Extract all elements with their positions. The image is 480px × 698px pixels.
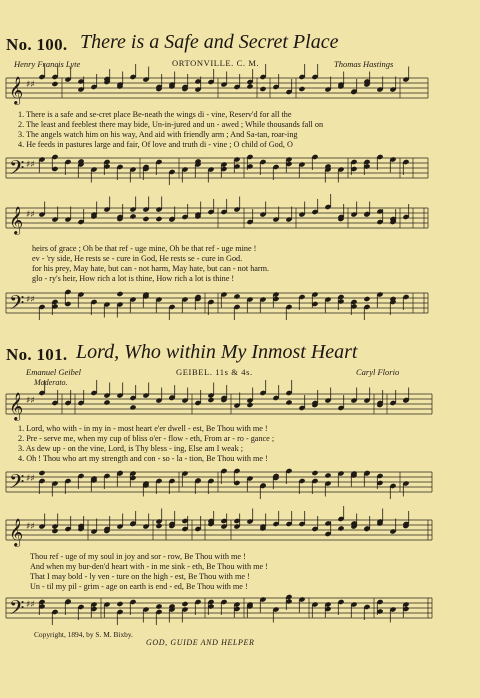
- note-head: [181, 601, 188, 607]
- verse-line: Thou ref - uge of my soul in joy and sor - row, Be Thou with me !: [30, 552, 246, 561]
- treble-staff: [0, 68, 480, 110]
- note-head: [298, 86, 305, 92]
- lyricist-credit: Emanuel Geibel: [26, 367, 81, 377]
- tempo-marking: Moderato.: [34, 378, 68, 387]
- note-head: [129, 404, 136, 410]
- verse-line: ev - 'ry side, He rests se - cure in God, He rests se - cure in God.: [32, 254, 243, 263]
- lyricist-credit: Henry Francis Lyte: [14, 59, 81, 69]
- note-head: [38, 470, 45, 476]
- note-head: [285, 399, 292, 405]
- key-signature-icon: ♯♯: [26, 522, 35, 532]
- note-head: [116, 291, 123, 297]
- note-head: [246, 83, 253, 89]
- key-signature-icon: ♯♯: [26, 160, 35, 170]
- composer-credit: Caryl Florio: [356, 367, 400, 377]
- bass-clef-icon: 𝄢: [9, 596, 25, 624]
- hymn-number: No. 100.: [6, 35, 68, 54]
- bass-staff: [0, 588, 480, 630]
- tune-name: ORTONVILLE. C. M.: [172, 58, 260, 68]
- verse-line: 1. There is a safe and se-cret place Be-neath the wings di - vine, Reserv'd for all the: [18, 110, 292, 119]
- verse-line: 4. Oh ! Thou who art my strength and con - so - la - tion, Be Thou with me !: [18, 454, 268, 463]
- verse-line: glo - ry's heir, How rich a lot is thine, How rich a lot is thine !: [32, 274, 235, 283]
- verse-line: 3. The angels watch him on his way, And aid with friendly arm ; And Sa-tan, roar-ing: [18, 130, 298, 139]
- note-head: [207, 397, 214, 403]
- bass-clef-icon: 𝄢: [9, 291, 25, 319]
- bass-staff: [0, 283, 480, 325]
- note-head: [246, 402, 253, 408]
- key-signature-icon: ♯♯: [26, 396, 35, 406]
- treble-clef-icon: 𝄞: [9, 206, 24, 234]
- note-head: [155, 216, 162, 222]
- note-head: [103, 399, 110, 405]
- treble-staff: [0, 510, 480, 552]
- verse-line: 2. Pre - serve me, when my cup of bliss o'er - flow - eth, From ar - ro - gance ;: [18, 434, 275, 443]
- topic-heading: GOD, GUIDE AND HELPER: [146, 638, 255, 647]
- treble-staff: [0, 198, 480, 240]
- bass-staff: [0, 462, 480, 504]
- tune-name: GEIBEL. 11s & 4s.: [176, 367, 253, 377]
- note-head: [116, 601, 123, 607]
- note-head: [324, 472, 331, 478]
- note-head: [311, 470, 318, 476]
- bass-clef-icon: 𝄢: [9, 156, 25, 184]
- key-signature-icon: ♯♯: [26, 600, 35, 610]
- note-head: [337, 525, 344, 531]
- treble-clef-icon: 𝄞: [9, 392, 24, 420]
- note-head: [259, 86, 266, 92]
- verse-line: 2. The least and feeblest there may bide, Un-in-jured and un - awed ; While thousands fall on: [18, 120, 324, 129]
- verse-line: 3. As dew up - on the vine, Lord, is Thy bless - ing, Else am I weak ;: [18, 444, 243, 453]
- treble-clef-icon: 𝄞: [9, 518, 24, 546]
- note-head: [233, 293, 240, 299]
- copyright-notice: Copyright, 1894, by S. M. Bixby.: [34, 630, 133, 639]
- key-signature-icon: ♯♯: [26, 80, 35, 90]
- note-head: [51, 81, 58, 87]
- composer-credit: Thomas Hastings: [334, 59, 394, 69]
- verse-line: for his prey, May hate, but can - not harm, May hate, but can - not harm.: [32, 264, 270, 273]
- note-head: [129, 213, 136, 219]
- note-head: [363, 296, 370, 302]
- key-signature-icon: ♯♯: [26, 295, 35, 305]
- verse-line: heirs of grace ; Oh be that ref - uge mine, Oh be that ref - uge mine !: [32, 244, 257, 253]
- verse-line: Un - til my pil - grim - age on earth is end - ed, Be Thou with me !: [30, 582, 248, 591]
- hymn-number: No. 101.: [6, 345, 68, 364]
- verse-line: And when my bur-den'd heart with - in me sink - eth, Be Thou with me !: [30, 562, 268, 571]
- note-head: [142, 216, 149, 222]
- note-head: [155, 603, 162, 609]
- hymn-title: Lord, Who within My Inmost Heart: [76, 341, 358, 363]
- verse-line: That I may bold - ly ven - ture on the high - est, Be Thou with me !: [30, 572, 250, 581]
- note-head: [155, 523, 162, 529]
- treble-clef-icon: 𝄞: [9, 76, 24, 104]
- bass-clef-icon: 𝄢: [9, 470, 25, 498]
- key-signature-icon: ♯♯: [26, 210, 35, 220]
- key-signature-icon: ♯♯: [26, 474, 35, 484]
- bass-staff: [0, 148, 480, 190]
- verse-line: 1. Lord, who with - in my in - most heart e'er dwell - est, Be Thou with me !: [18, 424, 268, 433]
- verse-line: 4. He feeds in pastures large and fair, Of love and truth di - vine ; O child of God, O: [18, 140, 293, 149]
- treble-staff: [0, 384, 480, 426]
- hymn-title: There is a Safe and Secret Place: [80, 31, 339, 53]
- note-head: [51, 528, 58, 534]
